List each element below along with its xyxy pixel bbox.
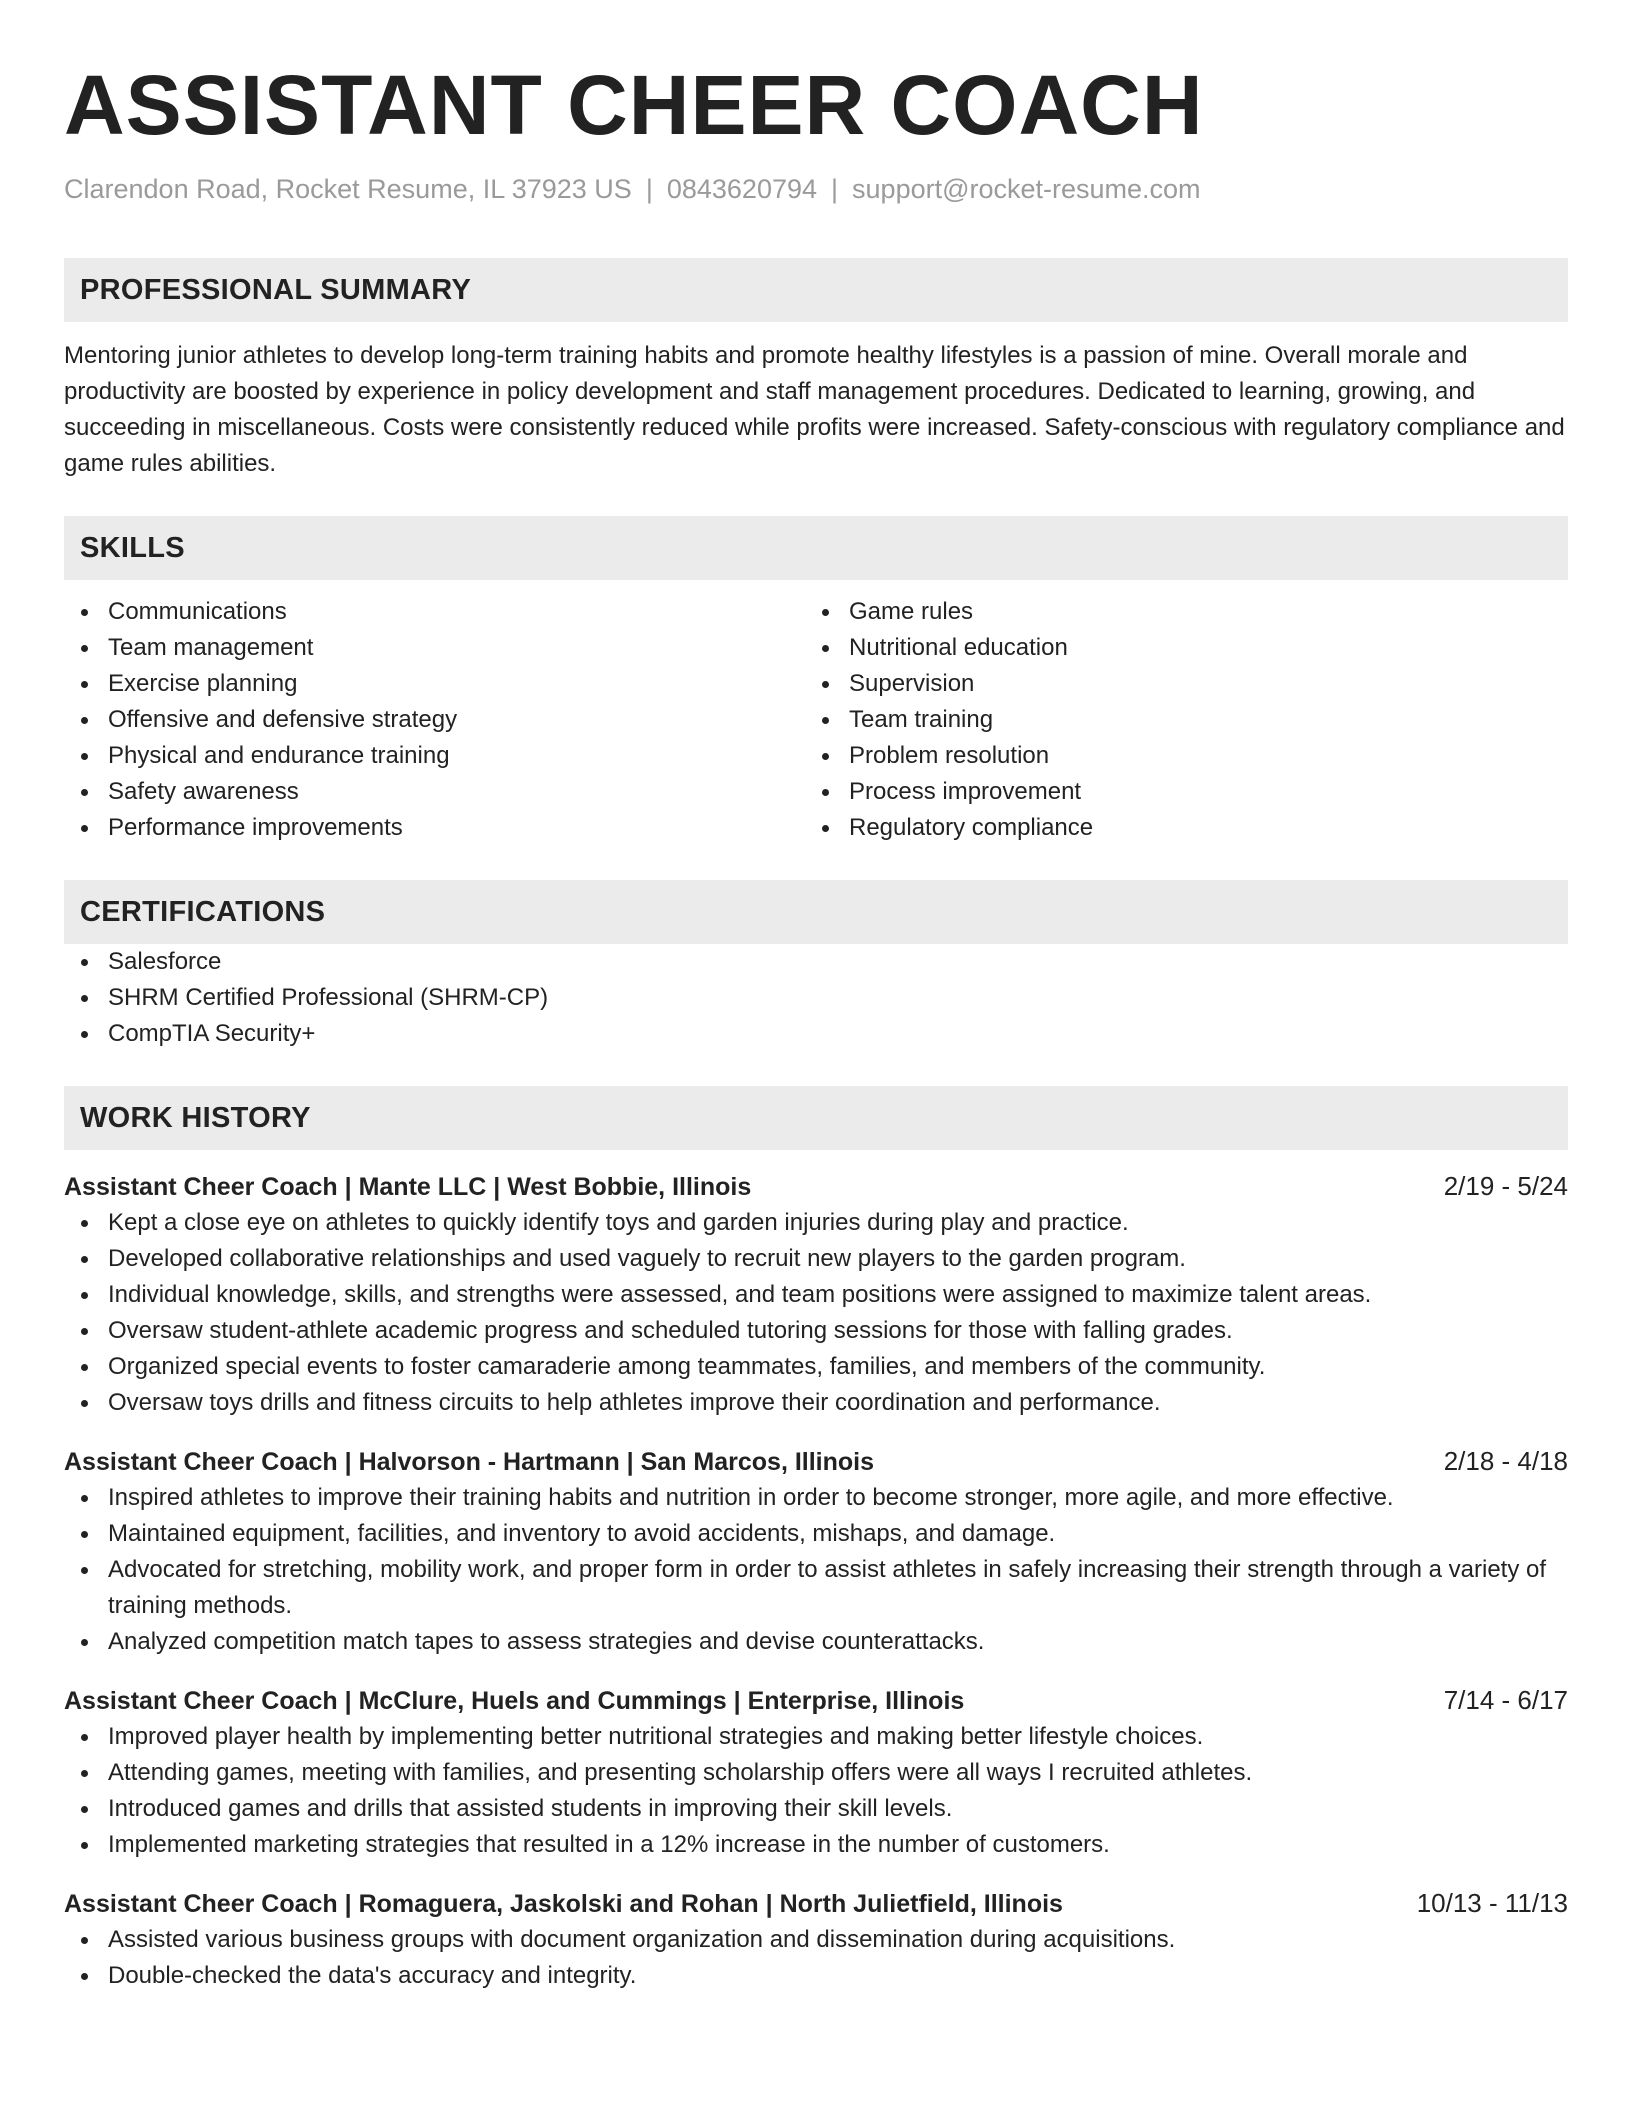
bullet-icon: [81, 1220, 88, 1227]
bullet-icon: [81, 1328, 88, 1335]
skill-item: [64, 774, 805, 810]
certifications-list: [64, 944, 1568, 1052]
job-title-row: [64, 1168, 1568, 1205]
bullet-icon: [81, 1364, 88, 1371]
skills-columns: [64, 594, 1568, 846]
job-bullet: [64, 1480, 1568, 1516]
skill-item: [64, 810, 805, 846]
skills-list-left: [64, 594, 805, 846]
skill-item: [64, 738, 805, 774]
summary-text: Mentoring junior athletes to develop long-term training habits and promote healthy lifestyles is a passion of mine. Overall morale and productivity are boosted by experience in policy development and staff management procedures. Dedicated to learning, growing, and succeeding in miscellaneous. Costs were consistently reduced while profits were increased. Safety-conscious with regulatory compliance and game rules abilities.: [64, 342, 1565, 477]
job-dates: 2/19 - 5/24: [1443, 1171, 1568, 1201]
bullet-icon: [81, 959, 88, 966]
contact-separator: |: [831, 174, 839, 204]
bullet-icon: [822, 645, 829, 652]
job-bullet: [64, 1241, 1568, 1277]
job-dates: 10/13 - 11/13: [1416, 1888, 1568, 1918]
job-bullet: [64, 1624, 1568, 1660]
job-title: Assistant Cheer Coach | Halvorson - Hartmann | San Marcos, Illinois: [64, 1448, 875, 1476]
job-bullet-text: Double-checked the data's accuracy and integrity.: [108, 1962, 637, 1989]
job-bullet: [64, 1755, 1568, 1791]
job-entry: [64, 1168, 1568, 1421]
bullet-icon: [81, 825, 88, 832]
job-title-row: [64, 1682, 1568, 1719]
skills-column-left: [64, 594, 805, 846]
job-entry: [64, 1885, 1568, 1994]
job-bullet-text: Improved player health by implementing better nutritional strategies and making better lifestyle choices.: [108, 1723, 1204, 1750]
certification-item-text: Salesforce: [108, 948, 222, 975]
skill-item-text: Safety awareness: [108, 778, 299, 805]
bullet-icon: [81, 995, 88, 1002]
skill-item-text: Regulatory compliance: [849, 814, 1094, 841]
job-bullet-text: Kept a close eye on athletes to quickly identify toys and garden injuries during play and practice.: [108, 1209, 1129, 1236]
skill-item-text: Team training: [849, 706, 994, 733]
resume-name: ASSISTANT CHEER COACH: [64, 58, 1204, 152]
bullet-icon: [81, 717, 88, 724]
bullet-icon: [81, 1031, 88, 1038]
bullet-icon: [81, 1937, 88, 1944]
certification-item: [64, 980, 1568, 1016]
job-bullet-list: [64, 1205, 1568, 1421]
job-bullet: [64, 1277, 1568, 1313]
job-bullet-text: Advocated for stretching, mobility work, and proper form in order to assist athletes in safely increasing their strength through a variety of training methods.: [108, 1556, 1547, 1619]
bullet-icon: [822, 789, 829, 796]
bullet-icon: [81, 1973, 88, 1980]
job-bullet-text: Organized special events to foster camaraderie among teammates, families, and members of the community.: [108, 1353, 1266, 1380]
bullet-icon: [81, 1495, 88, 1502]
skill-item: [805, 810, 1546, 846]
job-title: Assistant Cheer Coach | Romaguera, Jaskolski and Rohan | North Julietfield, Illinois: [64, 1890, 1063, 1918]
job-bullet: [64, 1313, 1568, 1349]
job-entry: [64, 1682, 1568, 1863]
job-title-row: [64, 1443, 1568, 1480]
section-header-certifications: CERTIFICATIONS: [64, 880, 1568, 944]
skills-column-right: [805, 594, 1546, 846]
skill-item-text: Performance improvements: [108, 814, 403, 841]
job-title: Assistant Cheer Coach | McClure, Huels and Cummings | Enterprise, Illinois: [64, 1687, 965, 1715]
skill-item: [805, 630, 1546, 666]
job-bullet: [64, 1516, 1568, 1552]
section-header-summary: PROFESSIONAL SUMMARY: [64, 258, 1568, 322]
job-bullet: [64, 1385, 1568, 1421]
skill-item: [64, 666, 805, 702]
skill-item-text: Problem resolution: [849, 742, 1050, 769]
job-bullet-text: Assisted various business groups with document organization and dissemination during acquisitions.: [108, 1926, 1176, 1953]
job-bullet: [64, 1827, 1568, 1863]
job-bullet-text: Attending games, meeting with families, and presenting scholarship offers were all ways I recruited athletes.: [108, 1759, 1253, 1786]
job-bullet-text: Individual knowledge, skills, and strengths were assessed, and team positions were assigned to maximize talent areas.: [108, 1281, 1372, 1308]
bullet-icon: [81, 789, 88, 796]
job-bullet: [64, 1958, 1568, 1994]
skill-item: [64, 702, 805, 738]
skill-item: [64, 630, 805, 666]
job-title: Assistant Cheer Coach | Mante LLC | West Bobbie, Illinois: [64, 1173, 752, 1201]
job-bullet-text: Oversaw student-athlete academic progress and scheduled tutoring sessions for those with falling grades.: [108, 1317, 1233, 1344]
bullet-icon: [822, 825, 829, 832]
skill-item: [805, 666, 1546, 702]
job-bullet-text: Oversaw toys drills and fitness circuits to help athletes improve their coordination and performance.: [108, 1389, 1161, 1416]
skill-item-text: Offensive and defensive strategy: [108, 706, 458, 733]
job-bullet: [64, 1922, 1568, 1958]
job-bullet: [64, 1552, 1568, 1624]
section-header-work-history: WORK HISTORY: [64, 1086, 1568, 1150]
bullet-icon: [81, 753, 88, 760]
job-bullet-list: [64, 1719, 1568, 1863]
bullet-icon: [81, 609, 88, 616]
bullet-icon: [822, 609, 829, 616]
job-bullet-text: Maintained equipment, facilities, and inventory to avoid accidents, mishaps, and damage.: [108, 1520, 1056, 1547]
bullet-icon: [81, 1567, 88, 1574]
bullet-icon: [81, 1256, 88, 1263]
job-bullet-text: Inspired athletes to improve their training habits and nutrition in order to become stronger, more agile, and more effective.: [108, 1484, 1394, 1511]
bullet-icon: [81, 1842, 88, 1849]
job-bullet: [64, 1719, 1568, 1755]
contact-line: [64, 172, 1568, 206]
work-history-list: [64, 1168, 1568, 1994]
skill-item: [805, 702, 1546, 738]
certification-item: [64, 1016, 1568, 1052]
skill-item-text: Team management: [108, 634, 314, 661]
job-bullet: [64, 1791, 1568, 1827]
bullet-icon: [822, 717, 829, 724]
skills-list-right: [805, 594, 1546, 846]
job-bullet-list: [64, 1922, 1568, 1994]
skill-item: [805, 738, 1546, 774]
job-entry: [64, 1443, 1568, 1660]
contact-email: support@rocket-resume.com: [852, 174, 1201, 204]
bullet-icon: [81, 1806, 88, 1813]
skill-item: [64, 594, 805, 630]
bullet-icon: [81, 1770, 88, 1777]
skill-item-text: Process improvement: [849, 778, 1082, 805]
skill-item-text: Communications: [108, 598, 287, 625]
job-bullet-text: Implemented marketing strategies that resulted in a 12% increase in the number of customers.: [108, 1831, 1110, 1858]
job-bullet-text: Introduced games and drills that assisted students in improving their skill levels.: [108, 1795, 953, 1822]
certification-item: [64, 944, 1568, 980]
skill-item: [805, 774, 1546, 810]
skill-item-text: Supervision: [849, 670, 975, 697]
skill-item-text: Exercise planning: [108, 670, 298, 697]
bullet-icon: [81, 681, 88, 688]
bullet-icon: [81, 1639, 88, 1646]
bullet-icon: [81, 1531, 88, 1538]
job-bullet-list: [64, 1480, 1568, 1660]
job-dates: 2/18 - 4/18: [1443, 1446, 1568, 1476]
bullet-icon: [822, 753, 829, 760]
job-bullet-text: Developed collaborative relationships and used vaguely to recruit new players to the garden program.: [108, 1245, 1186, 1272]
bullet-icon: [822, 681, 829, 688]
section-header-skills: SKILLS: [64, 516, 1568, 580]
skill-item-text: Game rules: [849, 598, 974, 625]
contact-address: Clarendon Road, Rocket Resume, IL 37923 US: [64, 174, 632, 204]
skill-item-text: Nutritional education: [849, 634, 1068, 661]
job-bullet-text: Analyzed competition match tapes to assess strategies and devise counterattacks.: [108, 1628, 985, 1655]
certification-item-text: SHRM Certified Professional (SHRM-CP): [108, 984, 549, 1011]
bullet-icon: [81, 1292, 88, 1299]
job-dates: 7/14 - 6/17: [1443, 1685, 1568, 1715]
job-title-row: [64, 1885, 1568, 1922]
job-bullet: [64, 1349, 1568, 1385]
contact-phone: 0843620794: [666, 174, 818, 204]
bullet-icon: [81, 1734, 88, 1741]
skill-item-text: Physical and endurance training: [108, 742, 450, 769]
bullet-icon: [81, 1400, 88, 1407]
job-bullet: [64, 1205, 1568, 1241]
skill-item: [805, 594, 1546, 630]
bullet-icon: [81, 645, 88, 652]
certification-item-text: CompTIA Security+: [108, 1020, 316, 1047]
contact-separator: |: [645, 174, 653, 204]
